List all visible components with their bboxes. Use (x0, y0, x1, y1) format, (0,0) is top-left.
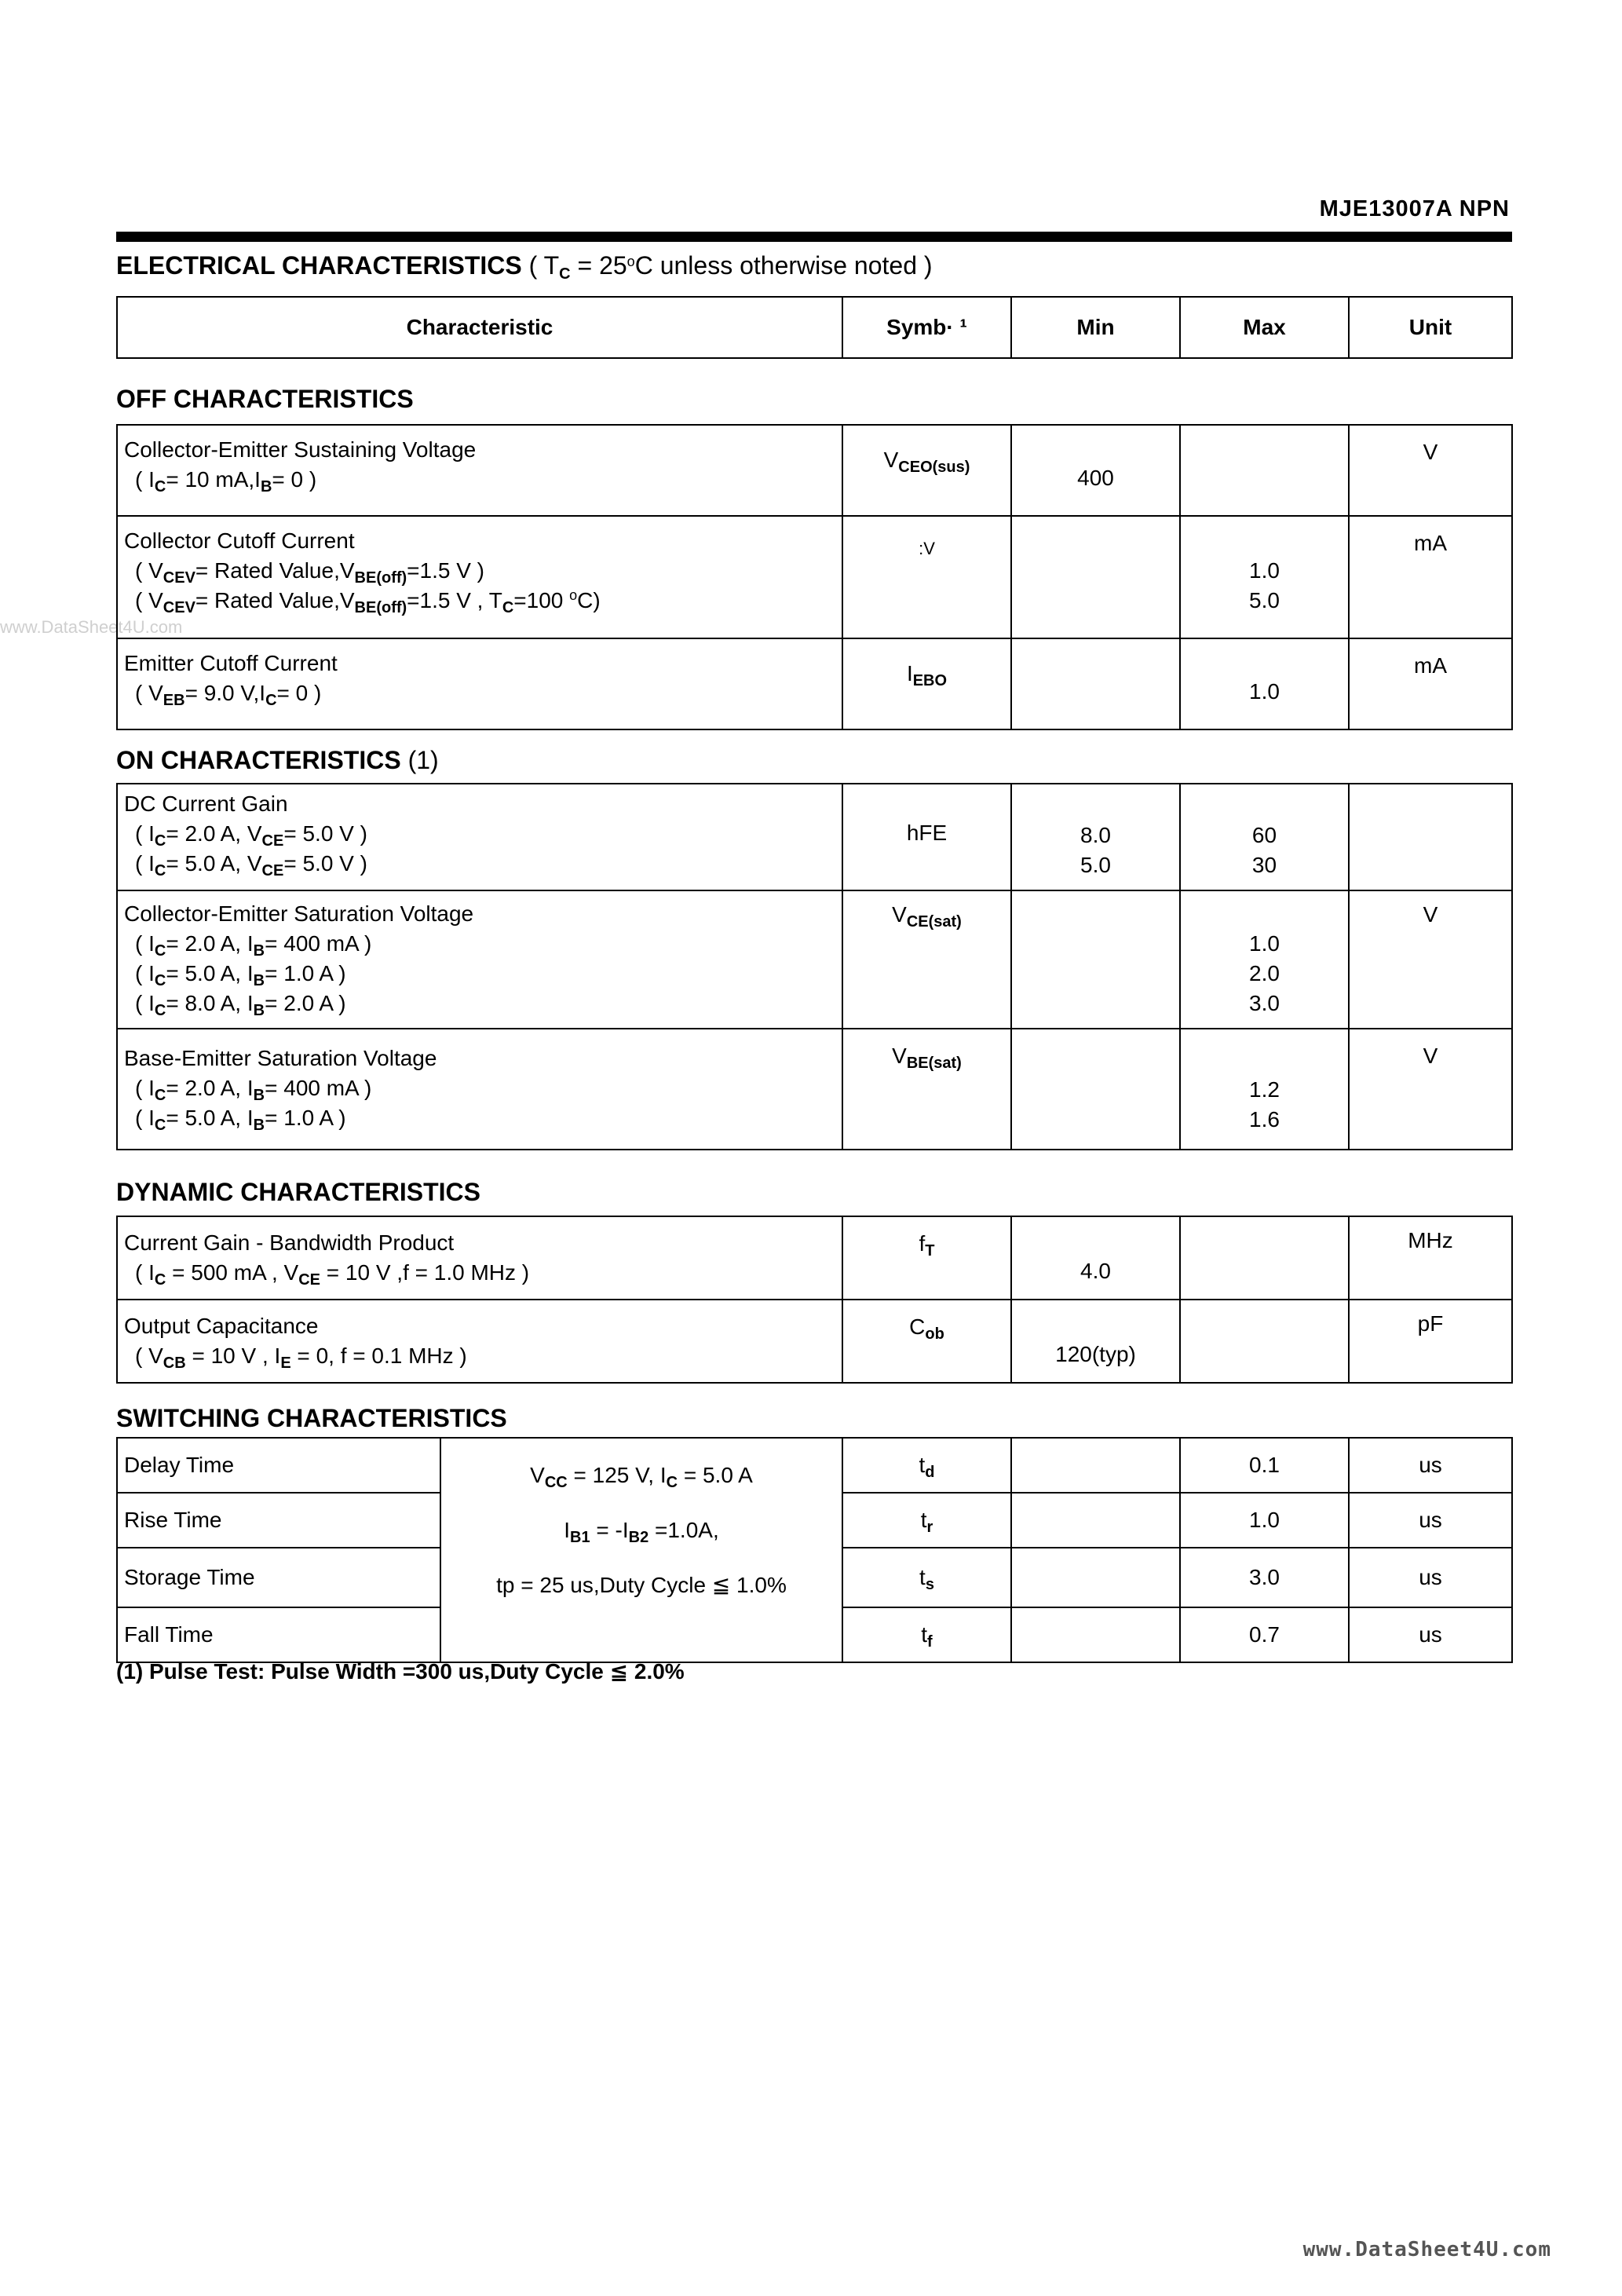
dynamic-table (116, 1216, 1513, 1384)
ft-unit: MHz (1349, 1216, 1512, 1300)
hfe-symbol: hFE (842, 784, 1011, 890)
table-row (117, 784, 1512, 890)
fall-time-unit: us (1349, 1607, 1512, 1662)
table-row (117, 1300, 1512, 1383)
footnote: (1) Pulse Test: Pulse Width =300 us,Duty Cycle ≦ 2.0% (116, 1659, 685, 1684)
ebo-max: 1.0 (1180, 638, 1349, 729)
delay-time-unit: us (1349, 1438, 1512, 1493)
header-rule (116, 232, 1512, 242)
col-min: Min (1011, 297, 1180, 358)
rise-time-min (1011, 1493, 1180, 1548)
cev-characteristic: Collector Cutoff Current ( $V_{CEV}=$ Rated $Value,V_{BE(off)}=1.5$ V ) ( $V_{CEV}=$ Rated $Value,V_{BE(off)}=1.5$ V , $T_C=100$ $^o$C) (117, 516, 842, 638)
cev-min (1011, 516, 1180, 638)
table-row (117, 638, 1512, 729)
cob-max (1180, 1300, 1349, 1383)
header-table (116, 296, 1513, 359)
rise-time-max: 1.0 (1180, 1493, 1349, 1548)
col-characteristic: Characteristic (117, 297, 842, 358)
hfe-min: 8.0 5.0 (1011, 784, 1180, 890)
off-title: OFF CHARACTERISTICS (116, 385, 414, 413)
cev-max: 1.0 5.0 (1180, 516, 1349, 638)
cob-symbol: $C_{ob}$ (842, 1300, 1011, 1383)
vcesat-characteristic: Collector-Emitter Saturation Voltage ( $I_C= 2.0$ A, $I_B= 400$ mA ) ( $I_C= 5.0$ A, $I_B= 1.0$ A ) ( $I_C= 8.0$ A, $I_B= 2.0$ A ) (117, 890, 842, 1029)
rise-time-label: Rise Time (117, 1493, 440, 1548)
on-table (116, 783, 1513, 1150)
table-row (117, 516, 1512, 638)
table-row (117, 1216, 1512, 1300)
part-number: MJE13007A NPN (1319, 196, 1510, 221)
ebo-symbol: $I_{EBO}$ (842, 638, 1011, 729)
rise-time-unit: us (1349, 1493, 1512, 1548)
storage-time-label: Storage Time (117, 1548, 440, 1607)
ceo-symbol: $V_{CEO(sus)}$ (842, 425, 1011, 516)
rise-time-symbol: $t_r$ (842, 1493, 1011, 1548)
col-unit: Unit (1349, 297, 1512, 358)
ft-max (1180, 1216, 1349, 1300)
hfe-unit (1349, 784, 1512, 890)
table-row (117, 1438, 1512, 1493)
delay-time-label: Delay Time (117, 1438, 440, 1493)
ceo-max (1180, 425, 1349, 516)
ft-min: 4.0 (1011, 1216, 1180, 1300)
delay-time-max: 0.1 (1180, 1438, 1349, 1493)
ebo-min (1011, 638, 1180, 729)
col-max: Max (1180, 297, 1349, 358)
ceo-min: 400 (1011, 425, 1180, 516)
cob-characteristic: Output Capacitance ( $V_{CB} = 10$ V , $I_E = 0$, f = 0.1 MHz ) (117, 1300, 842, 1383)
dynamic-title: DYNAMIC CHARACTERISTICS (116, 1178, 480, 1206)
fall-time-label: Fall Time (117, 1607, 440, 1662)
table-row (117, 425, 1512, 516)
vcesat-unit: V (1349, 890, 1512, 1029)
watermark-footer[interactable]: www.DataSheet4U.com (1302, 2238, 1551, 2261)
cev-unit: mA (1349, 516, 1512, 638)
table-row (117, 890, 1512, 1029)
switching-table (116, 1437, 1513, 1663)
off-table (116, 424, 1513, 730)
delay-time-min (1011, 1438, 1180, 1493)
delay-time-symbol: $t_d$ (842, 1438, 1011, 1493)
vcesat-min (1011, 890, 1180, 1029)
storage-time-unit: us (1349, 1548, 1512, 1607)
vbesat-max: 1.2 1.6 (1180, 1029, 1349, 1150)
vbesat-min (1011, 1029, 1180, 1150)
storage-time-min (1011, 1548, 1180, 1607)
storage-time-symbol: $t_s$ (842, 1548, 1011, 1607)
ft-characteristic: Current Gain - Bandwidth Product ( $I_C = 500$ mA , $V_{CE} = 10$ V ,f = 1.0 MHz ) (117, 1216, 842, 1300)
storage-time-max: 3.0 (1180, 1548, 1349, 1607)
col-symbol: Symb· ¹ (842, 297, 1011, 358)
vbesat-unit: V (1349, 1029, 1512, 1150)
vbesat-characteristic: Base-Emitter Saturation Voltage ( $I_C= 2.0$ A, $I_B= 400$ mA ) ( $I_C= 5.0$ A, $I_B= 1.0$ A ) (117, 1029, 842, 1150)
hfe-characteristic: DC Current Gain ( $I_C= 2.0$ A, $V_{CE}= 5.0$ V ) ( $I_C= 5.0$ A, $V_{CE}= 5.0$ V ) (117, 784, 842, 890)
vbesat-symbol: $V_{BE(sat)}$ (842, 1029, 1011, 1150)
ceo-unit: V (1349, 425, 1512, 516)
ft-symbol: $f_T$ (842, 1216, 1011, 1300)
vcesat-max: 1.0 2.0 3.0 (1180, 890, 1349, 1029)
switching-title: SWITCHING CHARACTERISTICS (116, 1404, 507, 1432)
electrical-title: ELECTRICAL CHARACTERISTICS ( $T_C = 25^oC$ unless otherwise noted ) (116, 251, 933, 283)
hfe-max: 60 30 (1180, 784, 1349, 890)
table-row (117, 1029, 1512, 1150)
cob-min: 120(typ) (1011, 1300, 1180, 1383)
fall-time-min (1011, 1607, 1180, 1662)
cob-unit: pF (1349, 1300, 1512, 1383)
ebo-unit: mA (1349, 638, 1512, 729)
ceo-characteristic: Collector-Emitter Sustaining Voltage ( $I_C= 10$ $mA,I_B= 0$ ) (117, 425, 842, 516)
fall-time-symbol: $t_f$ (842, 1607, 1011, 1662)
ebo-characteristic: Emitter Cutoff Current ( $V_{EB}= 9.0$ $V,I_C= 0$ ) (117, 638, 842, 729)
watermark-side: www.DataSheet4U.com (0, 617, 183, 637)
on-title: ON CHARACTERISTICS (1) (116, 746, 439, 774)
vcesat-symbol: $V_{CE(sat)}$ (842, 890, 1011, 1029)
fall-time-max: 0.7 (1180, 1607, 1349, 1662)
switching-conditions: $V_{CC} = 125$ V, $I_C = 5.0$ A $I_{B1} = -I_{B2} =1.0A$, tp = 25 us,Duty Cycle ≦ 1.0% (440, 1438, 842, 1662)
cev-symbol: :V (842, 516, 1011, 638)
